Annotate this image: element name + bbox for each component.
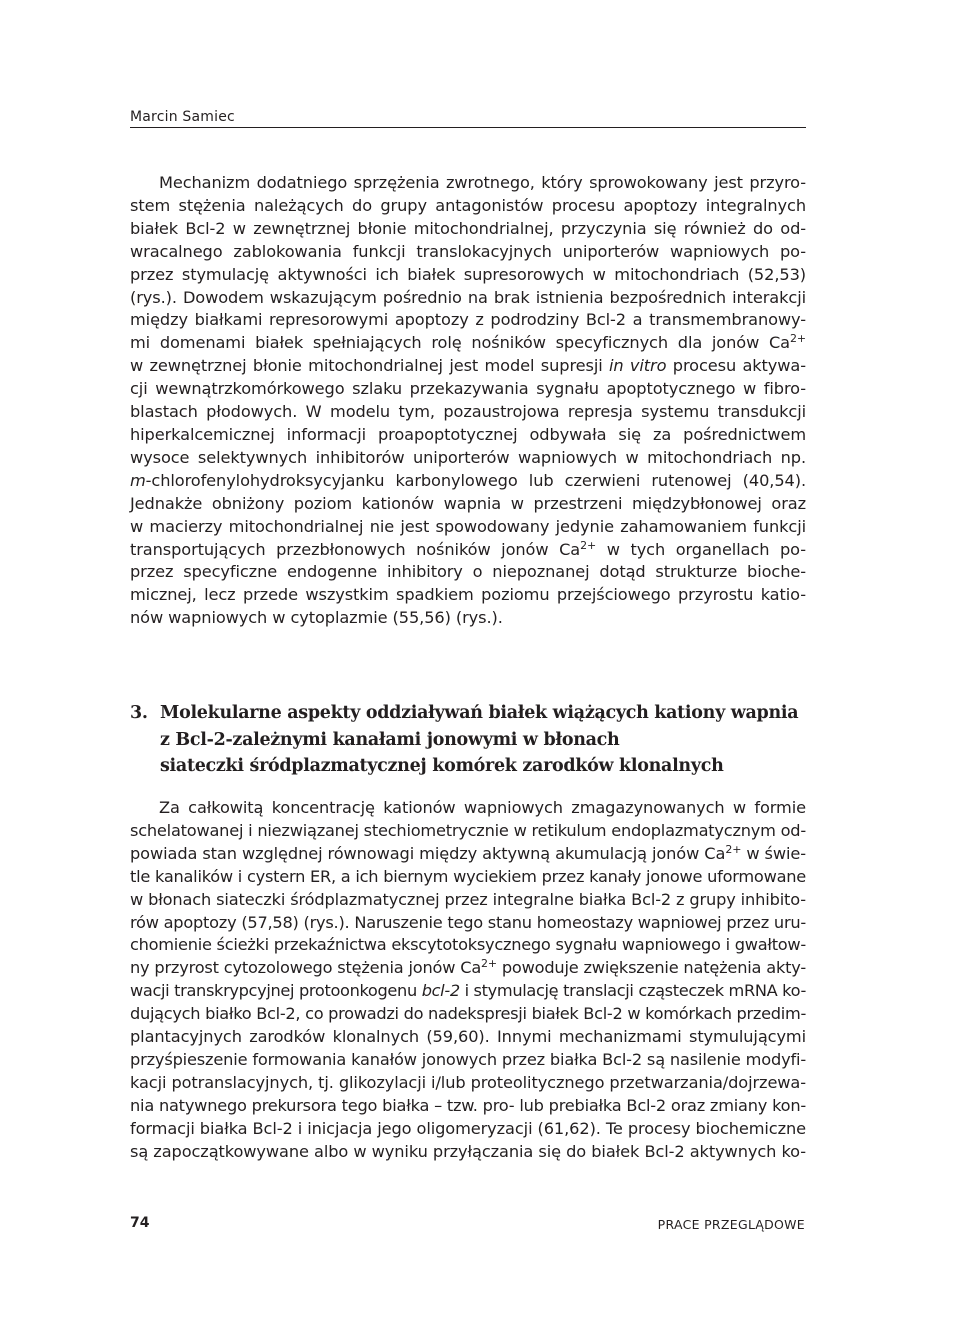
text-line — [130, 355, 806, 378]
text-line: przyśpieszenie formowania kanałów jonowych przez białka Bcl-2 są nasilenie modyfi- — [130, 1049, 806, 1069]
text-line: Mechanizm dodatniego sprzężenia zwrotnego, który sprowokowany jest przyro- — [159, 173, 806, 192]
paragraph-calcium-feedback — [130, 172, 806, 630]
running-head-author: Marcin Samiec — [130, 108, 806, 128]
superscript-charge: 2+ — [481, 957, 497, 971]
text-line: nów wapniowych w cytoplazmie (55,56) (rys.). — [130, 608, 503, 628]
text-line: rów apoptozy (57,58) (rys.). Naruszenie tego stanu homeostazy wapniowej przez uru- — [130, 912, 806, 932]
section-heading — [130, 700, 806, 780]
superscript-charge: 2+ — [725, 842, 742, 856]
journal-section-name: PRACE PRZEGLĄDOWE — [657, 1217, 805, 1232]
text-line: cji wewnątrzkomórkowego szlaku przekazywania sygnału apoptotycznego w fibro- — [130, 379, 806, 399]
heading-text: Molekularne aspekty oddziaływań białek wiążących kationy wapnia — [160, 703, 799, 723]
superscript-charge: 2+ — [580, 538, 597, 552]
text-run: ny przyrost cytozolowego stężenia jonów Ca — [130, 958, 482, 978]
heading-line: z Bcl-2-zależnymi kanałami jonowymi w błonach — [160, 729, 620, 750]
text-run: w zewnętrznej błonie mitochondrialnej jest model supresji — [130, 356, 609, 376]
text-line: w macierzy mitochondrialnej nie jest spowodowany jedynie zahamowaniem funkcji — [130, 516, 806, 536]
text-line: nia natywnego prekursora tego białka – tzw. pro- lub prebiałka Bcl-2 oraz zmiany kon- — [130, 1095, 806, 1115]
text-line: kacji potranslacyjnych, tj. glikozylacji i/lub proteolitycznego przetwarzania/dojrzewa- — [130, 1072, 806, 1092]
text-line — [130, 539, 806, 562]
text-run: procesu aktywa- — [666, 356, 806, 376]
paragraph-calcium-er — [130, 797, 806, 1164]
text-line: przez specyficzne endogenne inhibitory o niepoznanej dotąd strukturze bioche- — [130, 562, 806, 582]
text-run: w świe- — [741, 843, 807, 863]
text-run: -chlorofenylohydroksycyjanku karbonylowego lub czerwieni rutenowej (40,54). — [145, 470, 806, 490]
text-line: dujących białko Bcl-2, co prowadzi do nadekspresji białek Bcl-2 w komórkach przedim- — [130, 1004, 806, 1024]
text-line — [130, 332, 806, 355]
text-line — [130, 843, 806, 866]
text-line: stem stężenia należących do grupy antagonistów procesu apoptozy integralnych — [130, 195, 806, 215]
text-run: w tych organellach po- — [596, 539, 806, 559]
text-line: schelatowanej i niezwiązanej stechiometrycznie w retikulum endoplazmatycznym od- — [130, 820, 806, 840]
heading-line: siateczki śródplazmatycznej komórek zarodków klonalnych — [160, 756, 724, 776]
text-run: powoduje zwiększenie natężenia akty- — [496, 958, 807, 978]
text-line — [130, 980, 806, 1003]
text-line: są zapoczątkowywane albo w wyniku przyłączania się do białek Bcl-2 aktywnych ko- — [130, 1141, 806, 1161]
italic-term: m — [130, 470, 146, 490]
heading-line — [130, 700, 806, 727]
text-line: hiperkalcemicznej informacji proapoptotycznej odbywała się za pośrednictwem — [130, 424, 806, 444]
text-run: powiada stan względnej równowagi między aktywną akumulacją jonów Ca — [130, 843, 726, 863]
text-line: chomienie ścieżki przekaźnictwa ekscytotoksycznego sygnału wapniowego i gwałtow- — [130, 935, 806, 955]
text-line: formacji białka Bcl-2 i inicjacja jego oligomeryzacji (61,62). Te procesy biochemiczne — [130, 1118, 806, 1138]
italic-term: in vitro — [609, 356, 667, 376]
text-line: w błonach siateczki śródplazmatycznej przez integralne białka Bcl-2 z grupy inhibito- — [130, 889, 806, 909]
text-line: tle kanalików i cystern ER, a ich biernym wyciekiem przez kanały jonowe uformowane — [130, 866, 806, 886]
text-line — [130, 957, 806, 980]
page-number: 74 — [130, 1215, 150, 1231]
superscript-charge: 2+ — [789, 332, 806, 346]
text-line: białek Bcl-2 w zewnętrznej błonie mitochondrialnej, przyczynia się również do od- — [130, 218, 806, 238]
text-run: transportujących przezbłonowych nośników jonów Ca — [130, 539, 581, 559]
text-line: wysoce selektywnych inhibitorów uniporterów wapniowych w mitochondriach np. — [130, 447, 806, 467]
text-line: Jednakże obniżony poziom kationów wapnia w przestrzeni międzybłonowej oraz — [130, 493, 806, 513]
text-line: Za całkowitą koncentrację kationów wapniowych zmagazynowanych w formie — [159, 798, 806, 817]
text-line: między białkami represorowymi apoptozy z podrodziny Bcl-2 a transmembranowy- — [130, 310, 806, 330]
italic-term: bcl-2 — [421, 981, 460, 1001]
text-line — [130, 470, 806, 493]
text-line: plantacyjnych zarodków klonalnych (59,60). Innymi mechanizmami stymulującymi — [130, 1027, 806, 1047]
section-number: 3. — [130, 703, 148, 723]
text-line: (rys.). Dowodem wskazującym pośrednio na brak istnienia bezpośrednich interakcji — [130, 287, 806, 307]
text-line: przez stymulację aktywności ich białek supresorowych w mitochondriach (52,53) — [130, 264, 806, 284]
text-run: i stymulację translacji cząsteczek mRNA ko- — [459, 981, 806, 1001]
text-line: micznej, lecz przede wszystkim spadkiem poziomu przejściowego przyrostu katio- — [130, 585, 806, 605]
text-run: wacji transkrypcyjnej protoonkogenu — [130, 981, 422, 1001]
text-line: wracalnego zablokowania funkcji translokacyjnych uniporterów wapniowych po- — [130, 241, 806, 261]
text-line: blastach płodowych. W modelu tym, pozaustrojowa represja systemu transdukcji — [130, 402, 806, 422]
text-run: mi domenami białek spełniających rolę nośników specyficznych dla jonów Ca — [130, 333, 790, 353]
